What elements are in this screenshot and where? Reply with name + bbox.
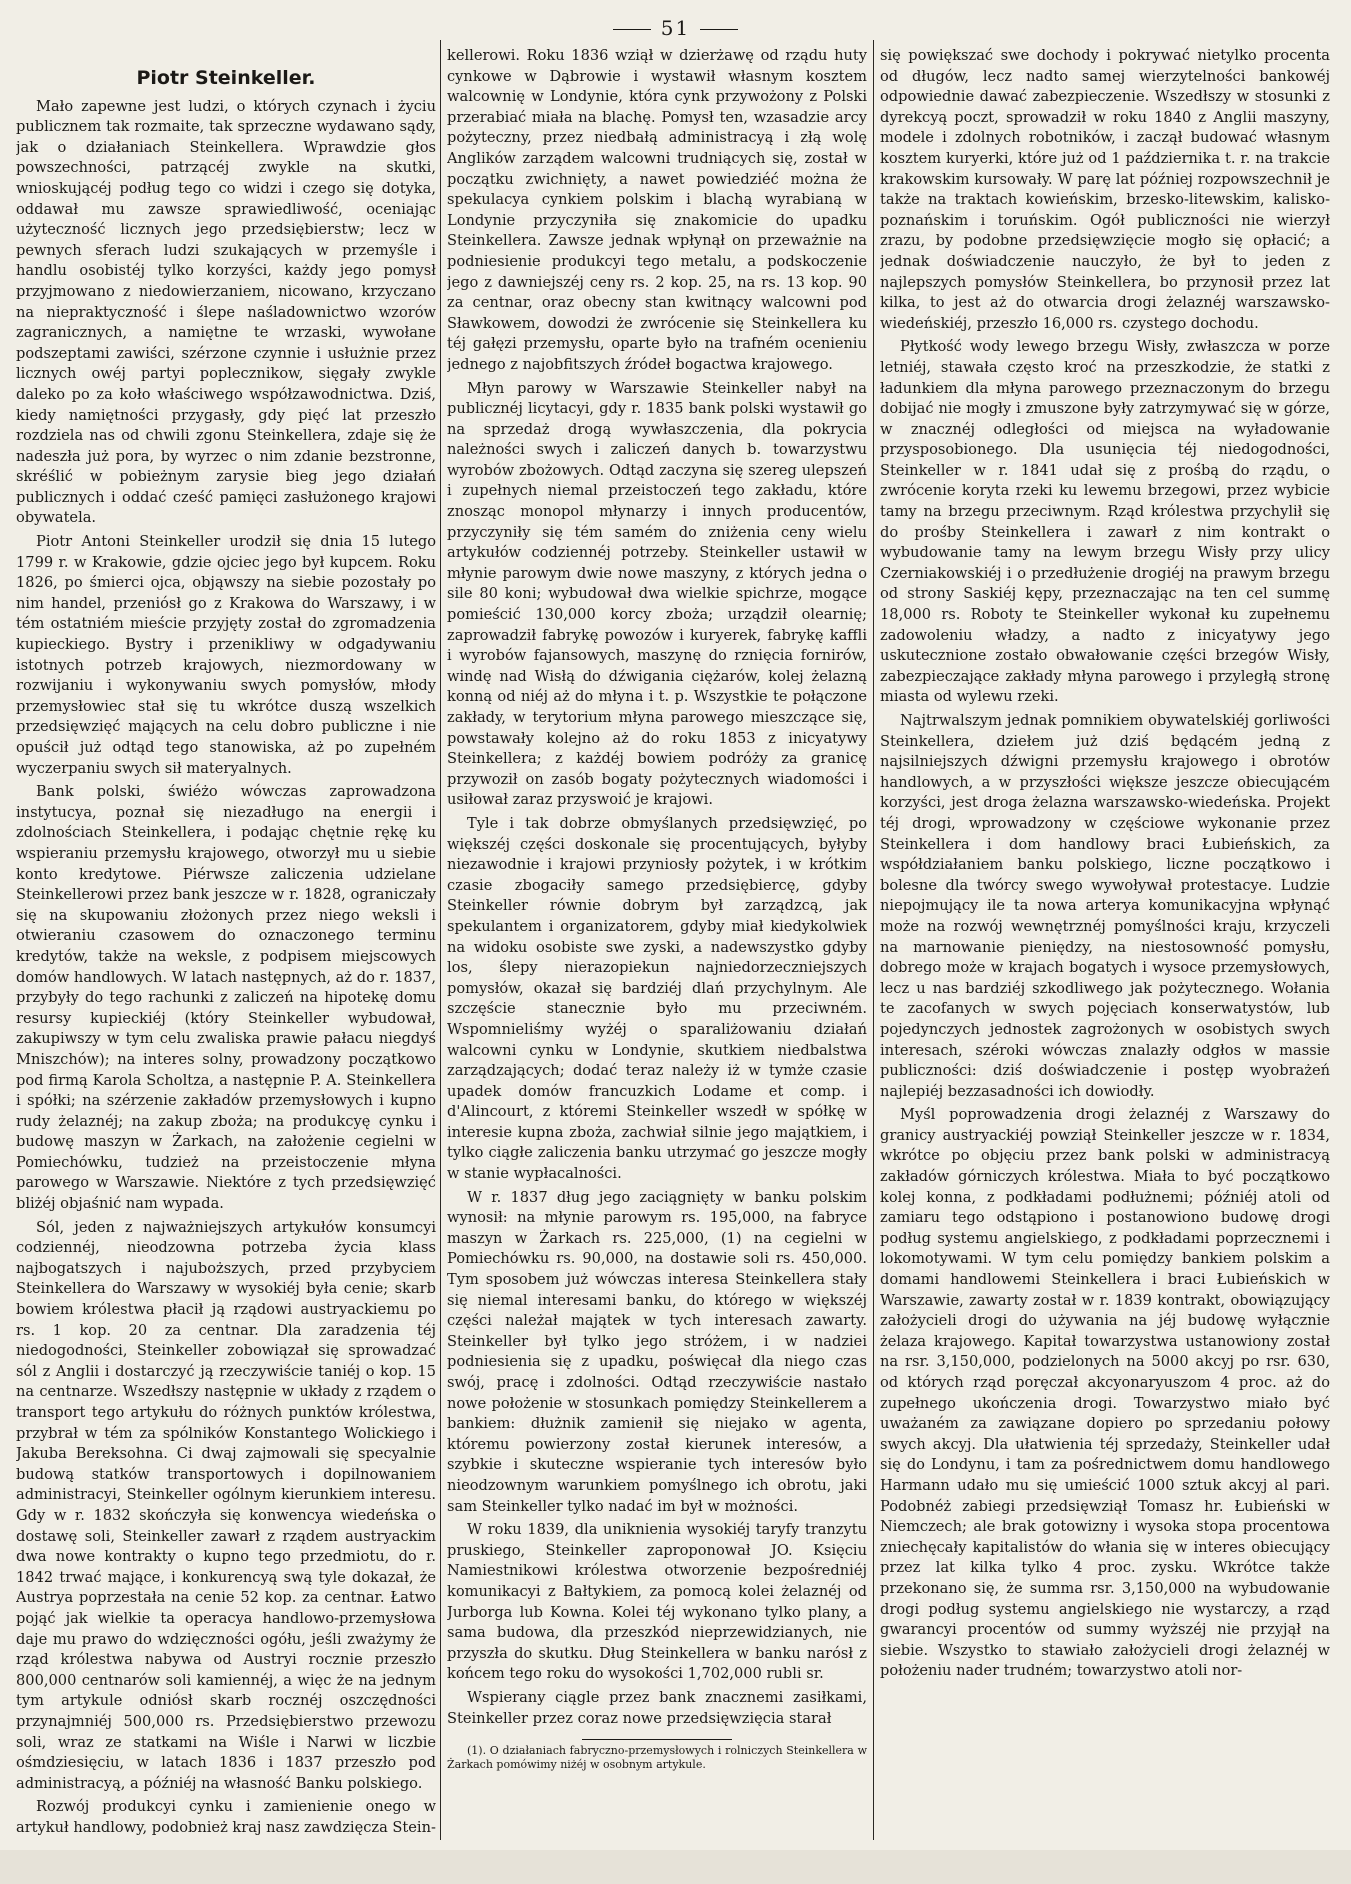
paragraph: Najtrwalszym jednak pomnikiem obywatelskiéj gorliwości Steinkellera, dziełem już dziś będącém jedną z najsilniejszych dźwigni przemysłu krajowego i obrotów handlowych, a w przyszłości większe jeszcze obiecującém korzyści, jest droga żelazna warszawsko-wiedeńska. Projekt téj drogi, wprowadzony w częściowe wykonanie przez Steinkellera i dom handlowy braci Łubieńskich, za współdziałaniem banku polskiego, liczne początkowo i bolesne dla twórcy swego wywoływał protestacye. Ludzie niepojmujący ile ta nowa arterya komunikacyjna wpłynąć może na rozwój wewnętrznéj pomyślności kraju, krzyczeli na marnowanie pieniędzy, na niestosowność pomysłu, dobrego może w krajach bogatych i wysoce przemysłowych, lecz u nas bardziéj szkodliwego jak pożytecznego. Wołania te zacofanych w swych pojęciach konserwatystów, lub pojedynczych jednostek zagrożonych w osobistych swych interesach, széroki wówczas znalazły odgłos w massie publiczności: dziś doświadczenie i postęp wyobrażeń najlepiéj bezzasadności ich dowiodły.: [880, 712, 1330, 1100]
column-rule-1: [440, 40, 441, 1840]
paragraph: Mało zapewne jest ludzi, o których czynach i życiu publicznem tak rozmaite, tak sprzeczne wydawano sądy, jak o działaniach Steinkellera. Wprawdzie głos powszechności, patrzącéj zwykle na skutki, wnioskującéj podług tego co widzi i czego się dotyka, oddawał mu zawsze sprawiedliwość, oceniając użyteczność licznych jego przedsiębierstw; lecz w pewnych sferach ludzi szukających w przemyśle i handlu osobistéj tylko korzyści, każdy jego pomysł przyjmowano z niedowierzaniem, nicowano, krzyczano na niepraktyczność i ślepe naśladownictwo wzorów zagranicznych, a namiętne te wrzaski, wywołane podszeptami zawiści, szérzone czynnie i usłużnie przez licznych owéj partyi poplecznikow, sięgały zwykle daleko po za koło właściwego współzawodnictwa. Dziś, kiedy namiętności przygasły, gdy pięć lat przeszło rozdziela nas od chwili zgonu Steinkellera, zdaje się że nadeszła już pora, by wyrzec o nim zdanie bezstronne, skréślić w pobieżnym zarysie bieg jego działań publicznych i oddać cześć pamięci zasłużonego krajowi obywatela.: [16, 97, 436, 527]
column-2: [447, 46, 867, 1841]
paragraph: Myśl poprowadzenia drogi żelaznéj z Warszawy do granicy austryackiéj powziął Steinkeller jeszcze w r. 1834, wkrótce po objęciu przez bank polski w administracyą zakładów górniczych królestwa. Miała to być początkowo kolej konna, z podkładami podłużnemi; późniéj atoli od zamiaru tego odstąpiono i postanowiono budowę drogi podług systemu angielskiego, z podkładami poprzecznemi i lokomotywami. W tym celu pomiędzy bankiem polskim a domami handlowemi Steinkellera i braci Łubieńskich w Warszawie, zawarty został w r. 1839 kontrakt, obowiązujący założycieli drogi do używania na jéj budowę wyłącznie żelaza krajowego. Kapitał towarzystwa ustanowiony został na rsr. 3,150,000, podzielonych na 5000 akcyj po rsr. 630, od których rząd poręczał akcyonaryuszom 4 proc. aż do zupełnego ukończenia drogi. Towarzystwo miało być uważaném za zawiązane dopiero po sprzedaniu połowy swych akcyj. Dla ułatwienia téj sprzedaży, Steinkeller udał się do Londynu, i tam za pośrednictwem domu handlowego Harmann udało mu się umieścić 1000 sztuk akcyj al pari. Podobnéż zabiegi przedsięwziął Tomasz hr. Łubieński w Niemczech; ale brak gotowizny i wysoka stopa procentowa zniechęcały kapitalistów do włania się w interes obiecujący przez lat kilka tylko 4 proc. zysku. Wkrótce także przekonano się, że summa rsr. 3,150,000 na wybudowanie drogi podług systemu angielskiego nie wystarczy, a rząd gwarancyi procentów od summy wyższéj nie przyjął na siebie. Wszystko to stawiało założycieli drogi żelaznéj w położeniu nader trudném; towarzystwo atoli nor-: [880, 1106, 1330, 1680]
article-headline: Piotr Steinkeller.: [136, 67, 316, 89]
dash-left: [613, 29, 651, 30]
paragraph: Sól, jeden z najważniejszych artykułów konsumcyi codziennéj, nieodzowna potrzeba życia klass najbogatszych i najuboższych, przed przybyciem Steinkellera do Warszawy w wysokiéj była cenie; skarb bowiem królestwa płacił ją rządowi austryackiemu po rs. 1 kop. 20 za centnar. Dla zaradzenia téj niedogodności, Steinkeller zobowiązał się sprowadzać sól z Anglii i dostarczyć ją rzeczywiście taniéj o kop. 15 na centnarze. Wszedłszy następnie w układy z rządem o transport tego artykułu do różnych punktów królestwa, przybrał w tém za spólników Konstantego Wolickiego i Jakuba Bereksohna. Ci dwaj zajmowali się specyalnie budową statków transportowych i dopilnowaniem administracyi, Steinkeller ogólnym kierunkiem interesu. Gdy w r. 1832 skończyła się konwencya wiedeńska o dostawę soli, Steinkeller zawarł z rządem austryackim dwa nowe kontrakty o kupno tego przedmiotu, do r. 1842 trwać mające, i konkurencyą swą tyle dokazał, że Austrya poprzestała na cenie 52 kop. za centnar. Łatwo pojąć jak wielkie ta operacya handlowo-przemysłowa daje mu prawo do wdzięczności ogółu, jeśli zważymy że rząd królestwa nabywa od Austryi rocznie przeszło 800,000 centnarów soli kamiennéj, a więc że na jednym tym artykule odniósł skarb rocznéj oszczędności przynajmniéj 500,000 rs. Przedsiębierstwo przewozu soli, wraz ze statkami na Wiśle i Narwi w liczbie ośmdziesięciu, w latach 1836 i 1837 przeszło pod administracyą, a późniéj na własność Banku polskiego.: [16, 1218, 436, 1792]
paragraph: Tyle i tak dobrze obmyślanych przedsięwzięć, po większéj części doskonale się procentujących, byłyby niezawodnie i krajowi przyniosły pożytek, i w krótkim czasie zbogaciły samego przedsiębiercę, gdyby Steinkeller równie dobrym był zarządzcą, jak spekulantem i organizatorem, gdyby miał kiedykolwiek na widoku osobiste swe zyski, a nadewszystko gdyby los, ślepy nierazopiekun najniedorzeczniejszych pomysłów, okazał się bardziéj dlań przychylnym. Ale szczęście stanecznie było mu przeciwném. Wspomnieliśmy wyżéj o sparaliżowaniu działań walcowni cynku w Londynie, skutkiem niedbalstwa zarządzających; dodać teraz należy iż w tymże czasie upadek domów francuzkich Lodame et comp. i d'Alincourt, z któremi Steinkeller wszedł w spółkę w interesie kupna zboża, zachwiał silnie jego majątkiem, i tylko ciągłe zaliczenia banku utrzymać go jeszcze mogły w stanie wypłacalności.: [447, 814, 867, 1183]
paragraph: się powiększać swe dochody i pokrywać nietylko procenta od długów, lecz nadto samej wierzytelności bankowéj odpowiednie dawać zabezpieczenie. Wszedłszy w stosunki z dyrekcyą poczt, sprowadził w roku 1840 z Anglii maszyny, modele i zdolnych robotników, i zaczął budować własnym kosztem kuryerki, które już od 1 października t. r. na trakcie krakowskim kursowały. W parę lat później rozpowszechnił je także na traktach kowieńskim, brzesko-litewskim, kalisko-poznańskim i toruńskim. Ogół publiczności nie wierzył zrazu, by podobne przedsięwzięcie mogło się opłacić; a jednak doświadczenie nauczyło, że był to jeden z najlepszych pomysłów Steinkellera, bo przynosił przez lat kilka, to jest aż do otwarcia drogi żelaznéj warszawsko-wiedeńskiéj, przeszło 16,000 rs. czystego dochodu.: [880, 47, 1330, 332]
paragraph: W roku 1839, dla uniknienia wysokiéj taryfy tranzytu pruskiego, Steinkeller zaproponował JO. Księciu Namiestnikowi królestwa otworzenie bezpośredniéj komunikacyi z Bałtykiem, za pomocą kolei żelaznéj od Jurborga lub Kowna. Kolei téj wykonano tylko plany, a sama budowa, dla przeszkód nieprzewidzianych, nie przyszła do skutku. Dług Steinkellera w banku narósł z końcem tego roku do wysokości 1,702,000 rubli sr.: [447, 1521, 867, 1683]
paragraph: Młyn parowy w Warszawie Steinkeller nabył na publicznéj licytacyi, gdy r. 1835 bank polski wystawił go na sprzedaż drogą wywłaszczenia, dla pokrycia należności swych i zaliczeń danych b. towarzystwu wyrobów zbożowych. Odtąd zaczyna się szereg ulepszeń i zupełnych niemal przeistoczeń tego zakładu, które znosząc monopol młynarzy i innych producentów, przyczyniły się tém samém do zniżenia ceny wielu artykułów codziennéj potrzeby. Steinkeller ustawił w młynie parowym dwie nowe maszyny, z których jedna o sile 80 koni; wybudował dwa wielkie spichrze, mogące pomieścić 130,000 korcy zboża; urządził olearnię; zaprowadził fabrykę powozów i kuryerek, fabrykę kaffli i wyrobów fajansowych, maszynę do rznięcia fornirów, windę nad Wisłą do dźwigania ciężarów, kolej żelazną konną od niéj aż do młyna i t. p. Wszystkie te połączone zakłady, w terytorium młyna parowego mieszczące się, powstawały kolejno aż do roku 1853 z inicyatywy Steinkellera; z każdéj bowiem podróży za granicę przywoził on zasób bogaty pożytecznych wiadomości i usiłował zaraz przyswoić je krajowi.: [447, 379, 867, 809]
footnote: (1). O działaniach fabryczno-przemysłowych i rolniczych Steinkellera w Żarkach pomówimy niżéj w osobnym artykule.: [447, 1744, 867, 1772]
paragraph: W r. 1837 dług jego zaciągnięty w banku polskim wynosił: na młynie parowym rs. 195,000, na fabryce maszyn w Żarkach rs. 225,000, (1) na cegielni w Pomiechówku rs. 90,000, na dostawie soli rs. 450,000. Tym sposobem już wówczas interesa Steinkellera stały się niemal interesami banku, do którego w większéj części należał majątek w tych interesach zawarty. Steinkeller był tylko jego stróżem, i w nadziei podniesienia się z upadku, poświęcał dla niego czas swój, pracę i zdolności. Odtąd rzeczywiście nastało nowe położenie w stosunkach pomiędzy Steinkellerem a bankiem: dłużnik zamienił się niejako w agenta, któremu powierzony został kierunek interesów, a szybkie i skuteczne wspieranie tych interesów było nieodzownym warunkiem pomyślnego ich obrotu, jaki sam Steinkeller tylko nadać im był w możności.: [447, 1188, 867, 1515]
column-1: [16, 46, 436, 1841]
paragraph: Wspierany ciągle przez bank znacznemi zasiłkami, Steinkeller przez coraz nowe przedsięwzięcia starał: [447, 1688, 867, 1727]
footnote-rule: [582, 1739, 732, 1740]
paragraph: kellerowi. Roku 1836 wziął w dzierżawę od rządu huty cynkowe w Dąbrowie i wystawił własnym kosztem walcownię w Londynie, która cynk przywożony z Polski przerabiać miała na blachę. Pomysł ten, wzasadzie arcy pożyteczny, przez niedbałą administracyą i złą wolę Anglików zarządem walcowni trudniących się, został w początku zwichnięty, a nawet powiedziéć można że spekulacya cynkiem polskim i blachą wyrabianą w Londynie przyczyniła się znakomicie do upadku Steinkellera. Zawsze jednak wpłynął on przeważnie na podniesienie produkcyi tego metalu, a podskoczenie jego z dawniejszéj ceny rs. 2 kop. 25, na rs. 13 kop. 90 za centnar, oraz obecny stan kwitnący walcowni pod Sławkowem, dowodzi że zwrócenie się Steinkellera ku téj gałęzi przemysłu, oparte było na trafném ocenieniu jednego z najobfitszych źródeł bogactwa krajowego.: [447, 47, 867, 373]
page-number-text: 51: [660, 16, 691, 40]
paragraph: Piotr Antoni Steinkeller urodził się dnia 15 lutego 1799 r. w Krakowie, gdzie ojciec jego był kupcem. Roku 1826, po śmierci ojca, objąwszy na siebie pozostały po nim handel, przeniósł go z Krakowa do Warszawy, i w tém ostatniém mieście przyjęty został do zgromadzenia kupieckiego. Bystry i przenikliwy w odgadywaniu istotnych potrzeb krajowych, niezmordowany w rozwijaniu i wykonywaniu swych pomysłów, młody przemysłowiec stał się tu wkrótce duszą wszelkich przedsięwzięć mających na celu dobro publiczne i nie opuścił już odtąd tego stanowiska, aż po zupełném wyczerpaniu swych sił materyalnych.: [16, 533, 436, 777]
dash-right: [700, 29, 738, 30]
column-rule-2: [873, 40, 874, 1840]
page-number: [0, 16, 1351, 40]
paragraph: Rozwój produkcyi cynku i zamienienie onego w artykuł handlowy, podobnież kraj nasz zawdzięcza Stein-: [16, 1798, 436, 1836]
page-bottom-margin: [0, 1850, 1351, 1884]
paragraph: Bank polski, świéżo wówczas zaprowadzona instytucya, poznał się niezadługo na energii i zdolnościach Steinkellera, i podając chętnie rękę ku wspieraniu przemysłu krajowego, otworzył mu u siebie konto kredytowe. Piérwsze zaliczenia udzielane Steinkellerowi przez bank jeszcze w r. 1828, ograniczały się na skupowaniu złożonych przez niego weksli i otwieraniu czasowem do oznaczonego terminu kredytów, także na weksle, z podpisem miejscowych domów handlowych. W latach następnych, aż do r. 1837, przybyły do tego rachunki z zaliczeń na hipotekę domu resursy kupieckiéj (który Steinkeller wybudował, zakupiwszy w tym celu zwaliska prawie pałacu niegdyś Mniszchów); na interes solny, prowadzony początkowo pod firmą Karola Scholtza, a następnie P. A. Steinkellera i spółki; na szérzenie zakładów przemysłowych i kupno rudy żelaznéj; na zakup zboża; na produkcyę cynku i budowę maszyn w Żarkach, na założenie cegielni w Pomiechówku, tudzież na przeistoczenie młyna parowego w Warszawie. Niektóre z tych przedsięwzięć bliżéj objaśnić nam wypada.: [16, 783, 436, 1213]
column-3: [880, 46, 1330, 1841]
paragraph: Płytkość wody lewego brzegu Wisły, zwłaszcza w porze letniéj, stawała często kroć na przeszkodzie, że statki z ładunkiem dla młyna parowego przeznaczonym do brzegu dobijać nie mogły i zmuszone były zatrzymywać się w górze, w znacznéj odległości od miejsca na wyładowanie przysposobionego. Dla usunięcia téj niedogodności, Steinkeller w r. 1841 udał się z prośbą do rządu, o zwrócenie koryta rzeki ku lewemu brzegowi, przez wybicie tamy na brzegu przeciwnym. Rząd królestwa przychylił się do prośby Steinkellera i zawarł z nim kontrakt o wybudowanie tamy na lewym brzegu Wisły przy ulicy Czerniakowskiéj i o przedłużenie drogiéj na prawym brzegu od strony Saskiéj kępy, przeznaczając na ten cel summę 18,000 rs. Roboty te Steinkeller wykonał ku zupełnemu zadowoleniu władzy, a nadto z inicyatywy jego uskutecznione zostało obwałowanie części brzegów Wisły, zabezpieczające zakłady młyna parowego i przyległą stronę miasta od wylewu rzeki.: [880, 338, 1330, 706]
